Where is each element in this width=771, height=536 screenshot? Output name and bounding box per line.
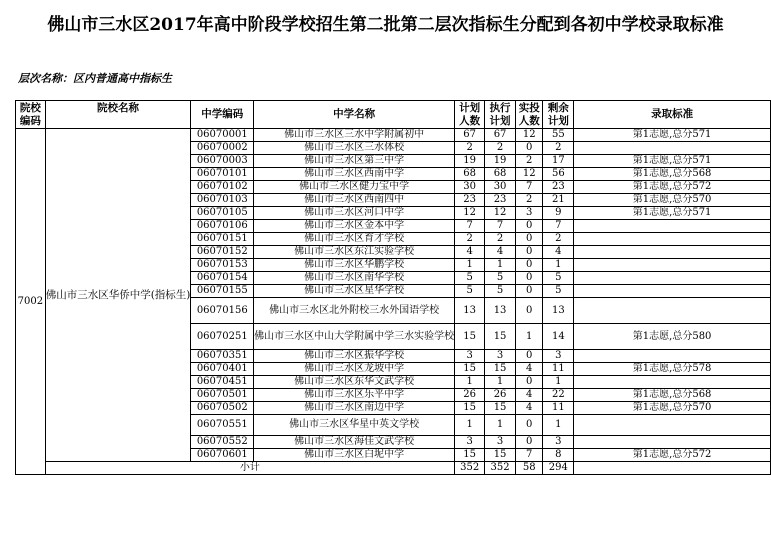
actual-cell: 0: [515, 350, 543, 363]
admission-table: [15, 100, 771, 475]
actual-cell: 4: [515, 402, 543, 415]
exec-cell: 4: [485, 246, 516, 259]
standard-cell: [574, 436, 771, 449]
header-school-name: 中学名称: [254, 101, 455, 129]
plan-cell: 26: [455, 389, 485, 402]
header-plan: 计划人数: [455, 101, 485, 129]
school-code-cell: 06070153: [191, 259, 254, 272]
standard-cell: [574, 246, 771, 259]
school-code-cell: 06070105: [191, 207, 254, 220]
school-name-cell: 佛山市三水区中山大学附属中学三水实验学校: [254, 324, 455, 350]
standard-cell: 第1志愿,总分580: [574, 324, 771, 350]
subtotal-plan: 352: [455, 462, 485, 475]
standard-cell: 第1志愿,总分568: [574, 168, 771, 181]
actual-cell: 0: [515, 259, 543, 272]
school-code-cell: 06070501: [191, 389, 254, 402]
exec-cell: 3: [485, 436, 516, 449]
standard-cell: [574, 233, 771, 246]
actual-cell: 7: [515, 449, 543, 462]
school-name-cell: 佛山市三水区东江实验学校: [254, 246, 455, 259]
subtotal-label: 小计: [45, 462, 454, 475]
plan-cell: 7: [455, 220, 485, 233]
school-name-cell: 佛山市三水区南边中学: [254, 402, 455, 415]
standard-cell: 第1志愿,总分571: [574, 155, 771, 168]
header-school-code: 中学编码: [191, 101, 254, 129]
plan-cell: 3: [455, 436, 485, 449]
school-name-cell: 佛山市三水区白坭中学: [254, 449, 455, 462]
exec-cell: 15: [485, 324, 516, 350]
remain-cell: 17: [543, 155, 574, 168]
school-name-cell: 佛山市三水区东华文武学校: [254, 376, 455, 389]
subtotal-remain: 294: [543, 462, 574, 475]
actual-cell: 2: [515, 194, 543, 207]
subtotal-actual: 58: [515, 462, 543, 475]
actual-cell: 2: [515, 155, 543, 168]
header-row: [16, 101, 771, 129]
school-name-cell: 佛山市三水区金本中学: [254, 220, 455, 233]
actual-cell: 0: [515, 436, 543, 449]
subtotal-row: [16, 462, 771, 475]
actual-cell: 0: [515, 220, 543, 233]
plan-cell: 15: [455, 402, 485, 415]
school-code-cell: 06070401: [191, 363, 254, 376]
standard-cell: [574, 220, 771, 233]
standard-cell: [574, 376, 771, 389]
remain-cell: 3: [543, 350, 574, 363]
exec-cell: 2: [485, 233, 516, 246]
college-name-cell: 佛山市三水区华侨中学(指标生): [45, 129, 191, 462]
header-remain: 剩余计划: [543, 101, 574, 129]
school-name-cell: 佛山市三水区振华学校: [254, 350, 455, 363]
plan-cell: 2: [455, 142, 485, 155]
exec-cell: 67: [485, 129, 516, 142]
college-code-cell: 7002: [16, 129, 46, 475]
standard-cell: 第1志愿,总分571: [574, 207, 771, 220]
plan-cell: 1: [455, 415, 485, 436]
plan-cell: 5: [455, 285, 485, 298]
school-name-cell: 佛山市三水区三水体校: [254, 142, 455, 155]
school-code-cell: 06070001: [191, 129, 254, 142]
exec-cell: 7: [485, 220, 516, 233]
exec-cell: 19: [485, 155, 516, 168]
actual-cell: 4: [515, 389, 543, 402]
remain-cell: 11: [543, 402, 574, 415]
school-code-cell: 06070156: [191, 298, 254, 324]
remain-cell: 13: [543, 298, 574, 324]
school-code-cell: 06070151: [191, 233, 254, 246]
plan-cell: 2: [455, 233, 485, 246]
actual-cell: 0: [515, 246, 543, 259]
exec-cell: 15: [485, 363, 516, 376]
exec-cell: 5: [485, 272, 516, 285]
actual-cell: 12: [515, 168, 543, 181]
school-name-cell: 佛山市三水区乐平中学: [254, 389, 455, 402]
school-name-cell: 佛山市三水区北外附校三水外国语学校: [254, 298, 455, 324]
remain-cell: 1: [543, 259, 574, 272]
school-name-cell: 佛山市三水区海佳文武学校: [254, 436, 455, 449]
school-name-cell: 佛山市三水区龙坡中学: [254, 363, 455, 376]
remain-cell: 56: [543, 168, 574, 181]
remain-cell: 9: [543, 207, 574, 220]
standard-cell: 第1志愿,总分578: [574, 363, 771, 376]
plan-cell: 12: [455, 207, 485, 220]
school-code-cell: 06070106: [191, 220, 254, 233]
standard-cell: [574, 142, 771, 155]
exec-cell: 5: [485, 285, 516, 298]
school-code-cell: 06070551: [191, 415, 254, 436]
remain-cell: 21: [543, 194, 574, 207]
plan-cell: 15: [455, 449, 485, 462]
remain-cell: 23: [543, 181, 574, 194]
school-code-cell: 06070154: [191, 272, 254, 285]
exec-cell: 26: [485, 389, 516, 402]
exec-cell: 30: [485, 181, 516, 194]
actual-cell: 0: [515, 285, 543, 298]
remain-cell: 2: [543, 142, 574, 155]
exec-cell: 68: [485, 168, 516, 181]
school-name-cell: 佛山市三水区西南四中: [254, 194, 455, 207]
school-code-cell: 06070552: [191, 436, 254, 449]
school-name-cell: 佛山市三水区华星中英文学校: [254, 415, 455, 436]
remain-cell: 8: [543, 449, 574, 462]
plan-cell: 23: [455, 194, 485, 207]
plan-cell: 68: [455, 168, 485, 181]
school-name-cell: 佛山市三水区三水中学附属初中: [254, 129, 455, 142]
school-name-cell: 佛山市三水区河口中学: [254, 207, 455, 220]
standard-cell: [574, 272, 771, 285]
exec-cell: 1: [485, 415, 516, 436]
plan-cell: 1: [455, 259, 485, 272]
subtotal-standard: [574, 462, 771, 475]
school-code-cell: 06070155: [191, 285, 254, 298]
remain-cell: 1: [543, 376, 574, 389]
school-code-cell: 06070003: [191, 155, 254, 168]
actual-cell: 0: [515, 233, 543, 246]
standard-cell: [574, 298, 771, 324]
actual-cell: 4: [515, 363, 543, 376]
remain-cell: 7: [543, 220, 574, 233]
school-name-cell: 佛山市三水区健力宝中学: [254, 181, 455, 194]
table-row: [16, 129, 771, 142]
plan-cell: 13: [455, 298, 485, 324]
actual-cell: 7: [515, 181, 543, 194]
plan-cell: 67: [455, 129, 485, 142]
remain-cell: 11: [543, 363, 574, 376]
standard-cell: 第1志愿,总分572: [574, 181, 771, 194]
standard-cell: [574, 415, 771, 436]
school-code-cell: 06070103: [191, 194, 254, 207]
standard-cell: 第1志愿,总分570: [574, 194, 771, 207]
remain-cell: 5: [543, 272, 574, 285]
actual-cell: 3: [515, 207, 543, 220]
exec-cell: 12: [485, 207, 516, 220]
school-code-cell: 06070152: [191, 246, 254, 259]
exec-cell: 1: [485, 259, 516, 272]
remain-cell: 14: [543, 324, 574, 350]
actual-cell: 0: [515, 376, 543, 389]
standard-cell: 第1志愿,总分572: [574, 449, 771, 462]
remain-cell: 55: [543, 129, 574, 142]
page-title: 佛山市三水区2017年高中阶段学校招生第二批第二层次指标生分配到各初中学校录取标准: [47, 15, 724, 35]
school-name-cell: 佛山市三水区育才学校: [254, 233, 455, 246]
header-actual: 实投人数: [515, 101, 543, 129]
exec-cell: 3: [485, 350, 516, 363]
plan-cell: 15: [455, 363, 485, 376]
school-name-cell: 佛山市三水区第三中学: [254, 155, 455, 168]
actual-cell: 1: [515, 324, 543, 350]
remain-cell: 3: [543, 436, 574, 449]
remain-cell: 4: [543, 246, 574, 259]
school-name-cell: 佛山市三水区南华学校: [254, 272, 455, 285]
school-code-cell: 06070251: [191, 324, 254, 350]
actual-cell: 0: [515, 415, 543, 436]
school-name-cell: 佛山市三水区华鹏学校: [254, 259, 455, 272]
exec-cell: 2: [485, 142, 516, 155]
plan-cell: 5: [455, 272, 485, 285]
school-code-cell: 06070351: [191, 350, 254, 363]
standard-cell: 第1志愿,总分568: [574, 389, 771, 402]
school-code-cell: 06070601: [191, 449, 254, 462]
plan-cell: 1: [455, 376, 485, 389]
plan-cell: 3: [455, 350, 485, 363]
level-name: 层次名称：区内普通高中指标生: [18, 72, 172, 85]
header-exec: 执行计划: [485, 101, 516, 129]
standard-cell: [574, 259, 771, 272]
school-name-cell: 佛山市三水区西南中学: [254, 168, 455, 181]
school-code-cell: 06070451: [191, 376, 254, 389]
school-name-cell: 佛山市三水区星华学校: [254, 285, 455, 298]
school-code-cell: 06070502: [191, 402, 254, 415]
exec-cell: 23: [485, 194, 516, 207]
header-college-name: 院校名称: [45, 101, 191, 129]
actual-cell: 0: [515, 142, 543, 155]
plan-cell: 4: [455, 246, 485, 259]
remain-cell: 1: [543, 415, 574, 436]
remain-cell: 22: [543, 389, 574, 402]
school-code-cell: 06070102: [191, 181, 254, 194]
standard-cell: 第1志愿,总分570: [574, 402, 771, 415]
header-standard: 录取标准: [574, 101, 771, 129]
remain-cell: 5: [543, 285, 574, 298]
exec-cell: 15: [485, 449, 516, 462]
subtotal-exec: 352: [485, 462, 516, 475]
standard-cell: [574, 285, 771, 298]
standard-cell: 第1志愿,总分571: [574, 129, 771, 142]
exec-cell: 15: [485, 402, 516, 415]
exec-cell: 13: [485, 298, 516, 324]
plan-cell: 15: [455, 324, 485, 350]
school-code-cell: 06070002: [191, 142, 254, 155]
actual-cell: 0: [515, 298, 543, 324]
header-college-code: 院校编码: [16, 101, 46, 129]
exec-cell: 1: [485, 376, 516, 389]
school-code-cell: 06070101: [191, 168, 254, 181]
actual-cell: 12: [515, 129, 543, 142]
actual-cell: 0: [515, 272, 543, 285]
standard-cell: [574, 350, 771, 363]
plan-cell: 19: [455, 155, 485, 168]
remain-cell: 2: [543, 233, 574, 246]
plan-cell: 30: [455, 181, 485, 194]
